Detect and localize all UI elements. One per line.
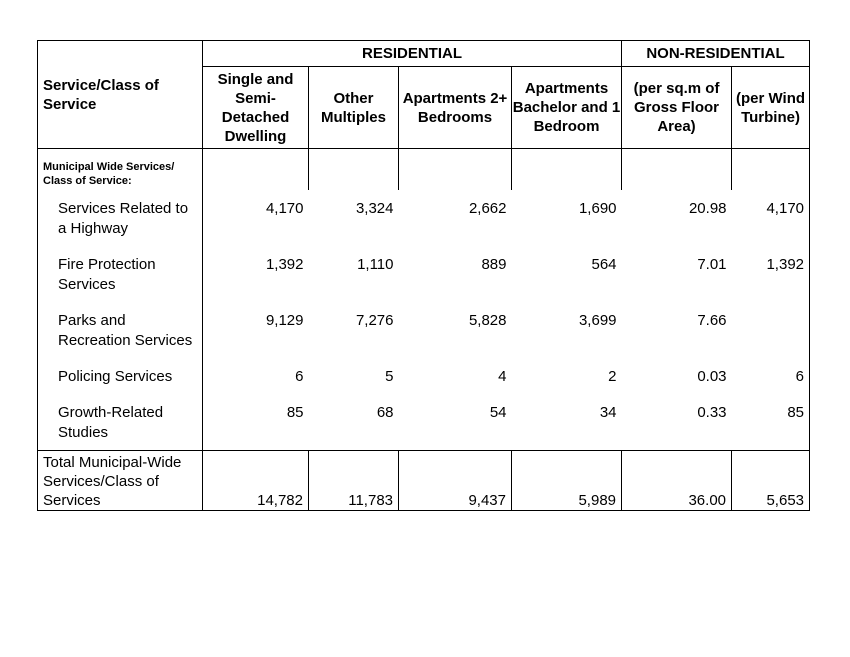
table-cell: 5,828 xyxy=(468,312,507,329)
table-cell: 0.33 xyxy=(697,404,727,421)
table-cell: 9,129 xyxy=(265,312,304,329)
total-cell: 36.00 xyxy=(622,451,732,511)
table-cell: 7.66 xyxy=(697,312,727,329)
table-cell: 7,276 xyxy=(355,312,394,329)
table-cell: 4,170 xyxy=(265,200,304,217)
table-cell: 68 xyxy=(376,404,394,421)
table-cell xyxy=(732,302,810,358)
column-header-per-turbine: (per Wind Turbine) xyxy=(732,67,810,149)
table-cell: 20.98 xyxy=(688,200,727,217)
table-row xyxy=(38,302,810,358)
row-label: Services Related to a Highway xyxy=(38,190,203,246)
group-header-row xyxy=(38,41,810,67)
non-residential-group-header: NON-RESIDENTIAL xyxy=(622,41,810,67)
table-cell: 564 xyxy=(591,256,617,273)
table-cell: 2,662 xyxy=(468,200,507,217)
table-cell: 6 xyxy=(295,368,304,385)
table-cell: 3,324 xyxy=(355,200,394,217)
table-row xyxy=(38,394,810,451)
table-cell: 1,392 xyxy=(265,256,304,273)
table-cell: 85 xyxy=(732,394,810,451)
column-header-other-multiples: Other Multiples xyxy=(309,67,399,149)
column-header-per-sqm: (per sq.m of Gross Floor Area) xyxy=(622,67,732,149)
table-row xyxy=(38,358,810,394)
table-cell: 85 xyxy=(286,404,304,421)
total-cell: 9,437 xyxy=(399,451,512,511)
category-label: Municipal Wide Services/ Class of Service: xyxy=(38,149,203,191)
table-cell: 0.03 xyxy=(697,368,727,385)
table-cell: 5 xyxy=(385,368,394,385)
table-cell: 4,170 xyxy=(732,190,810,246)
column-header-single-semi: Single and Semi-Detached Dwelling xyxy=(203,67,309,149)
total-cell: 14,782 xyxy=(203,451,309,511)
total-row xyxy=(38,451,810,511)
table-cell: 4 xyxy=(498,368,507,385)
table-cell: 2 xyxy=(608,368,617,385)
table-cell: 1,392 xyxy=(732,246,810,302)
table-cell: 1,110 xyxy=(357,256,394,273)
table-cell: 34 xyxy=(599,404,617,421)
table-row xyxy=(38,190,810,246)
column-header-apartments-2plus: Apartments 2+ Bedrooms xyxy=(399,67,512,149)
service-class-header: Service/Class of Service xyxy=(38,41,203,149)
residential-group-header: RESIDENTIAL xyxy=(203,41,622,67)
total-cell: 5,653 xyxy=(732,451,810,511)
table-row xyxy=(38,246,810,302)
table-cell: 54 xyxy=(489,404,507,421)
category-row xyxy=(38,149,810,191)
row-label: Growth-Related Studies xyxy=(38,394,203,451)
table-cell: 6 xyxy=(732,358,810,394)
table-cell: 3,699 xyxy=(578,312,617,329)
row-label: Parks and Recreation Services xyxy=(38,302,203,358)
total-label: Total Municipal-Wide Services/Class of Services xyxy=(38,451,203,511)
row-label: Fire Protection Services xyxy=(38,246,203,302)
column-header-apartments-bachelor: Apartments Bachelor and 1 Bedroom xyxy=(512,67,622,149)
total-cell: 5,989 xyxy=(512,451,622,511)
table-cell: 889 xyxy=(481,256,507,273)
table-cell: 7.01 xyxy=(697,256,727,273)
total-cell: 11,783 xyxy=(309,451,399,511)
table-cell: 1,690 xyxy=(578,200,617,217)
development-charges-table xyxy=(37,40,810,511)
row-label: Policing Services xyxy=(38,358,203,394)
